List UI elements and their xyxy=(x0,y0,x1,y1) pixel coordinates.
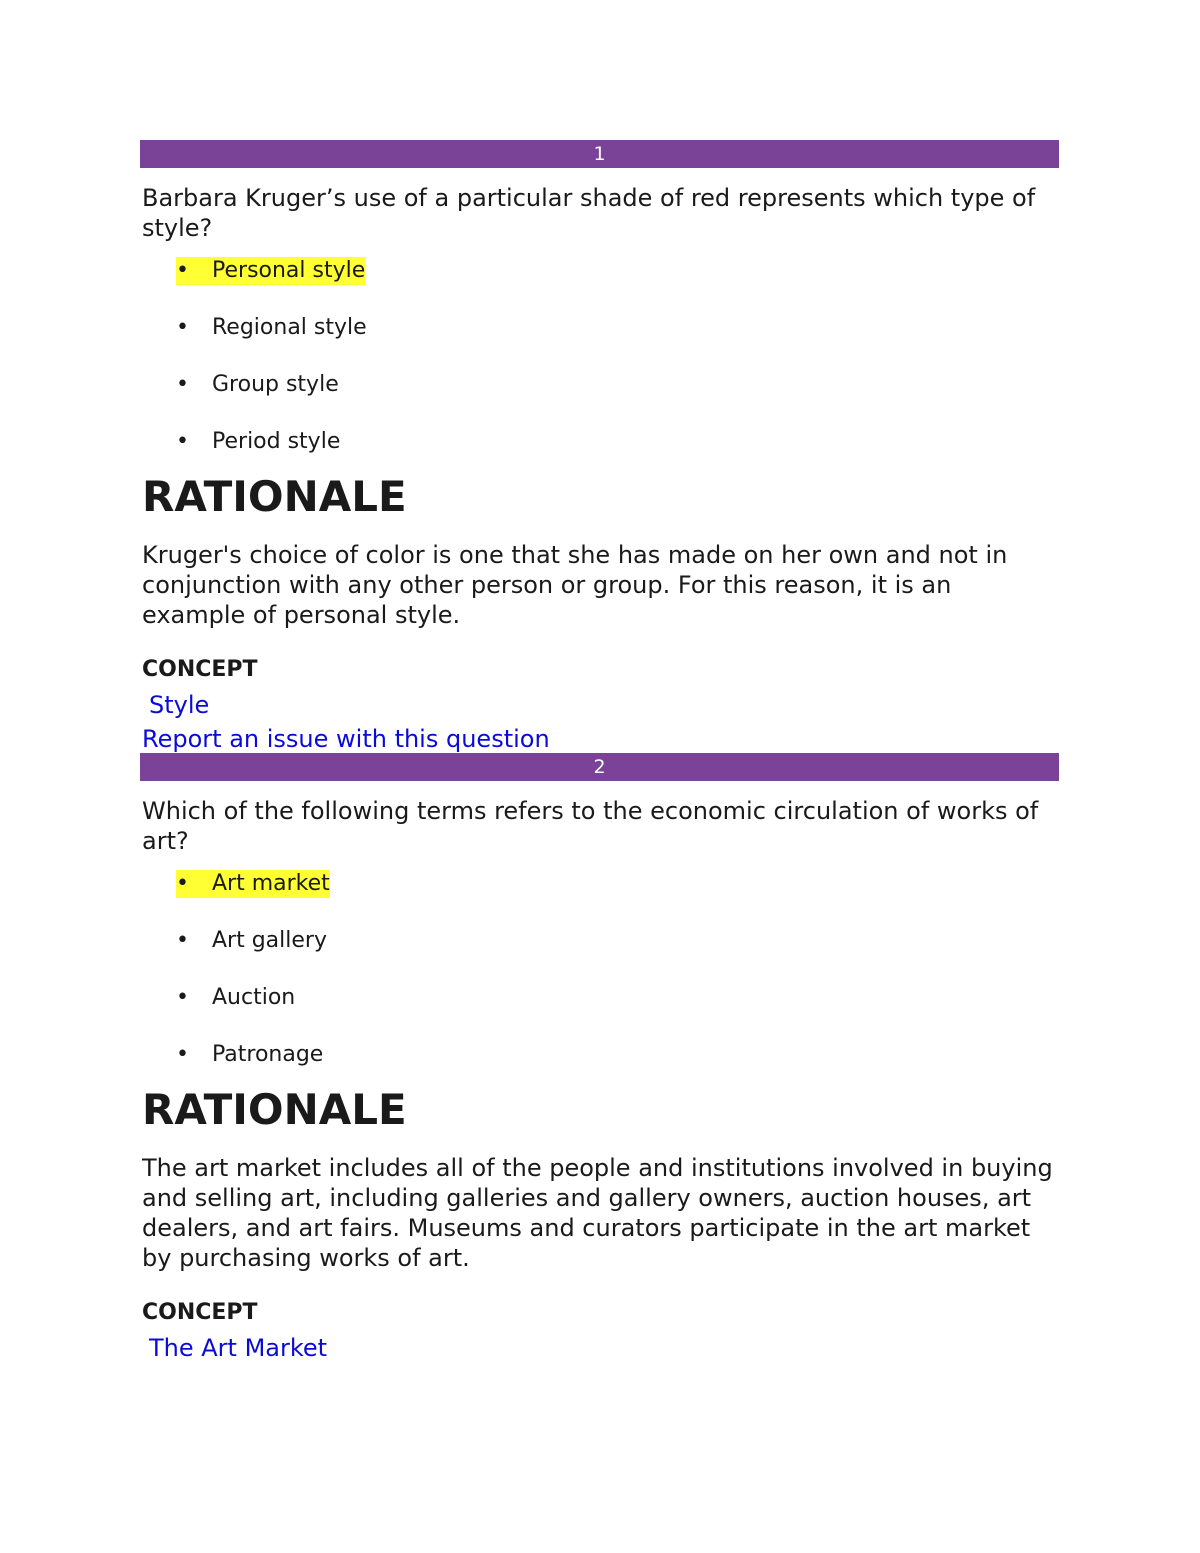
answer-option xyxy=(140,984,1059,1012)
concept-label: CONCEPT xyxy=(142,657,258,682)
answer-list xyxy=(140,257,1059,456)
bullet-icon: • xyxy=(176,1042,189,1067)
bullet-icon: • xyxy=(176,258,189,283)
question-number-bar: 2 xyxy=(140,753,1059,781)
question-text: Barbara Kruger’s use of a particular shade of red represents which type of style? xyxy=(142,184,1036,242)
answer-option xyxy=(140,314,1059,342)
bullet-icon: • xyxy=(176,928,189,953)
answer-highlight xyxy=(176,927,327,955)
answer-highlight xyxy=(176,314,367,342)
answer-highlight xyxy=(176,257,365,285)
answer-highlight xyxy=(176,371,339,399)
bullet-icon: • xyxy=(176,871,189,896)
bullet-icon: • xyxy=(176,372,189,397)
rationale-heading: RATIONALE xyxy=(142,1085,407,1134)
concept-label: CONCEPT xyxy=(142,1300,258,1325)
answer-option xyxy=(140,927,1059,955)
answer-label: Regional style xyxy=(212,315,367,340)
answer-option-correct xyxy=(140,257,1059,285)
answer-option-correct xyxy=(140,870,1059,898)
report-issue-link[interactable]: Report an issue with this question xyxy=(142,725,550,753)
question-block-1 xyxy=(140,140,1059,754)
answer-label: Period style xyxy=(212,429,341,454)
rationale-heading: RATIONALE xyxy=(142,472,407,521)
document-page xyxy=(140,140,1059,1363)
concept-link[interactable]: The Art Market xyxy=(149,1334,328,1362)
question-number-bar: 1 xyxy=(140,140,1059,168)
bullet-icon: • xyxy=(176,429,189,454)
answer-label: Art gallery xyxy=(212,928,327,953)
answer-label: Personal style xyxy=(212,258,366,283)
rationale-text: Kruger's choice of color is one that she has made on her own and not in conjunction with any other person or group. For this reason, it is an example of personal style. xyxy=(142,541,1008,629)
concept-link[interactable]: Style xyxy=(149,691,210,719)
answer-option xyxy=(140,428,1059,456)
answer-highlight xyxy=(176,870,330,898)
answer-option xyxy=(140,1041,1059,1069)
answer-list xyxy=(140,870,1059,1069)
answer-highlight xyxy=(176,1041,323,1069)
answer-label: Patronage xyxy=(212,1042,324,1067)
answer-highlight xyxy=(176,984,295,1012)
bullet-icon: • xyxy=(176,985,189,1010)
answer-option xyxy=(140,371,1059,399)
answer-highlight xyxy=(176,428,340,456)
question-block-2 xyxy=(140,753,1059,1363)
answer-label: Group style xyxy=(212,372,339,397)
answer-label: Art market xyxy=(212,871,330,896)
rationale-text: The art market includes all of the people and institutions involved in buying and selling art, including galleries and gallery owners, auction houses, art dealers, and art fairs. Museums and curators participate in the art market by purchasing works of art. xyxy=(142,1154,1053,1272)
bullet-icon: • xyxy=(176,315,189,340)
answer-label: Auction xyxy=(212,985,296,1010)
question-text: Which of the following terms refers to the economic circulation of works of art? xyxy=(142,797,1039,855)
